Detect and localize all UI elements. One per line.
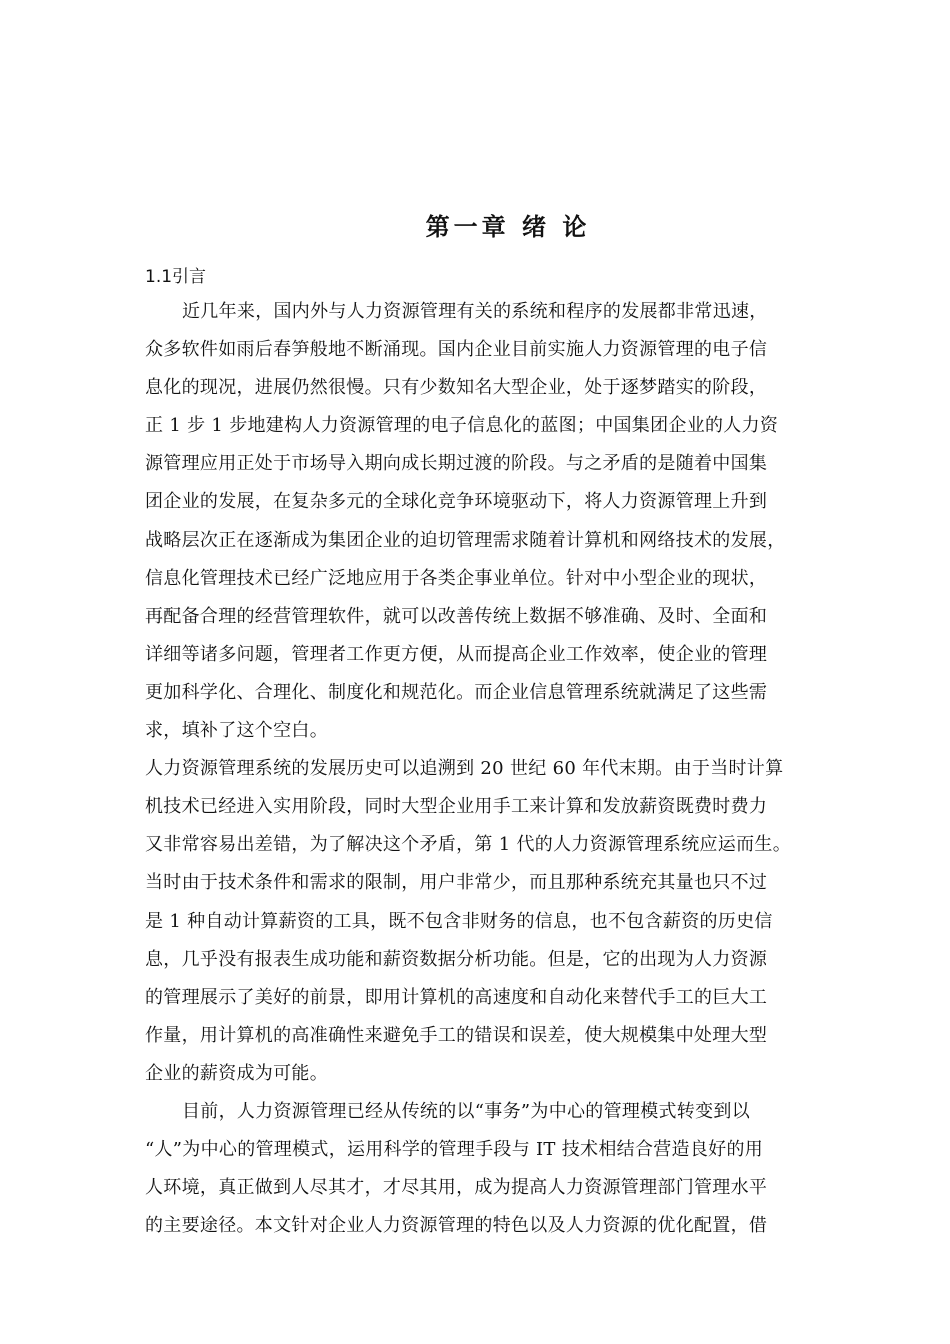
text-line: 息，几乎没有报表生成功能和薪资数据分析功能。但是，它的出现为人力资源 <box>145 948 768 970</box>
text-line: 作量，用计算机的高准确性来避免手工的错误和误差，使大规模集中处理大型 <box>145 1024 768 1046</box>
text-line: 正 1 步 1 步地建构人力资源管理的电子信息化的蓝图；中国集团企业的人力资 <box>145 415 779 437</box>
text-line: 当时由于技术条件和需求的限制，用户非常少，而且那种系统充其量也只不过 <box>145 872 768 894</box>
text-line: “人”为中心的管理模式，运用科学的管理手段与 IT 技术相结合营造良好的用 <box>145 1139 764 1161</box>
text-line: 源管理应用正处于市场导入期向成长期过渡的阶段。与之矛盾的是随着中国集 <box>145 453 768 475</box>
text-line: 企业的薪资成为可能。 <box>145 1062 328 1084</box>
text-line: 众多软件如雨后春笋般地不断涌现。国内企业目前实施人力资源管理的电子信 <box>145 339 768 361</box>
text-line: 息化的现况，进展仍然很慢。只有少数知名大型企业，处于逐梦踏实的阶段， <box>145 377 768 399</box>
text-line: 又非常容易出差错，为了解决这个矛盾，第 1 代的人力资源管理系统应运而生。 <box>145 834 791 856</box>
text-line: 团企业的发展，在复杂多元的全球化竞争环境驱动下，将人力资源管理上升到 <box>145 491 768 513</box>
text-line: 再配备合理的经营管理软件，就可以改善传统上数据不够准确、及时、全面和 <box>145 605 768 627</box>
chapter-title: 第一章 绪 论 <box>425 213 591 241</box>
text-line: 是 1 种自动计算薪资的工具，既不包含非财务的信息，也不包含薪资的历史信 <box>145 910 773 932</box>
section-heading: 1.1引言 <box>145 267 207 287</box>
text-line: 目前，人力资源管理已经从传统的以“事务”为中心的管理模式转变到以 <box>182 1100 751 1122</box>
text-line: 的管理展示了美好的前景，即用计算机的高速度和自动化来替代手工的巨大工 <box>145 986 768 1008</box>
text-line: 信息化管理技术已经广泛地应用于各类企事业单位。针对中小型企业的现状， <box>145 567 768 589</box>
text-line: 人环境，真正做到人尽其才，才尽其用，成为提高人力资源管理部门管理水平 <box>145 1177 768 1199</box>
text-line: 人力资源管理系统的发展历史可以追溯到 20 世纪 60 年代末期。由于当时计算 <box>145 758 784 780</box>
body-text <box>145 293 815 1245</box>
text-line: 详细等诸多问题，管理者工作更方便，从而提高企业工作效率，使企业的管理 <box>145 643 768 665</box>
text-line: 战略层次正在逐渐成为集团企业的迫切管理需求随着计算机和网络技术的发展， <box>145 529 786 551</box>
text-line: 的主要途径。本文针对企业人力资源管理的特色以及人力资源的优化配置，借 <box>145 1215 768 1237</box>
text-line: 更加科学化、合理化、制度化和规范化。而企业信息管理系统就满足了这些需 <box>145 681 768 703</box>
text-line: 求，填补了这个空白。 <box>145 720 328 742</box>
text-line: 近几年来，国内外与人力资源管理有关的系统和程序的发展都非常迅速， <box>182 301 768 322</box>
text-line: 机技术已经进入实用阶段，同时大型企业用手工来计算和发放薪资既费时费力 <box>145 796 768 818</box>
